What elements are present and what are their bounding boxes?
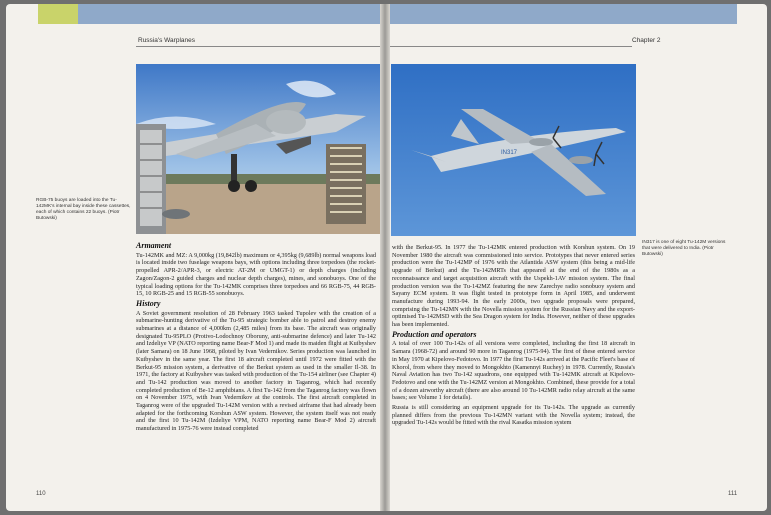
left-page xyxy=(6,4,380,511)
tu142-ground-image xyxy=(136,64,380,234)
aircraft-marking-text: IN317 xyxy=(501,150,518,156)
continued-paragraph: with the Berkut-95. In 1977 the Tu-142MK entered production with Korshun system. On 19 November 1980 the aircraft was commissioned into service. Prototypes that never entered series production were the Tu-142MP of 1976 with the Atlantida ASW system (this being a mid-life upgrade of Berkut) and the Tu-142MRTs that appeared at the end of the 1980s as a reconnaissance and target acquisition aircraft with the Uspekh-1AV mission system. The final production version was the Tu-142MZ featuring the new Zarechye radio sonobuoy system and Sayany ECM system. It was flight tested in prototype form in April 1985, and underwent manufacture during 1993-94. In the early 2000s, two upgrade proposals were prepared, comprising the Tu-142MN with the Novella mission system for the Russian Navy and the export-optimised Tu-142MSD with the Sea Dragon system for India. However, neither of these upgrades has been implemented. xyxy=(392,244,635,329)
history-paragraph: A Soviet government resolution of 28 February 1963 tasked Tupolev with the creation of a submarine-hunting derivative of the Tu-95 strategic bomber able to patrol and destroy enemy submarines at a distance of 4,000km (2,485 miles) from its base. The aircraft was originally designated Tu-95PLO (Protivo-Lodochnoy Oboruny, anti-submarine defence) and later Tu-142 and Izdeliye VP (NATO reporting name Bear-F Mod 1) and made its maiden flight at Kuibyshev (later Samara) on 18 June 1968, piloted by Ivan Vedernikov. Series production was launched in Kuibyshev in the same year. The first 18 aircraft completed until 1972 were fitted with the Berkut-95 mission system, a derivative of the Berkut system as used in the smaller Il-38. In 1971, the factory at Kuibyshev was tasked with production of the Tu-154 airliner (see Chapter 4) and Tu-142 production was moved to another factory in Taganrog, which had recently completed production of Be-12 amphibians. A first Tu-142 from the Taganrog factory was flown on 4 November 1975, with Ivan Vedernikov at the controls. The first aircraft completed in Taganrog were of the upgraded Tu-142M version with a revised airframe that had already been adapted for the forthcoming Korshun ASW system. However, the system itself was not ready and the first 10 Tu-142M (Izdeliye VPM, NATO reporting name Bear-F Mod 2) aircraft manufactured in 1975-76 were instead completed xyxy=(136,309,376,433)
production-heading: Production and operators xyxy=(392,329,477,339)
right-page xyxy=(390,4,767,511)
flying-aircraft-photo xyxy=(391,64,636,236)
tu142-flight-image xyxy=(391,64,636,236)
left-text-column xyxy=(136,240,376,435)
header-bar xyxy=(390,4,737,24)
history-heading: History xyxy=(136,298,161,308)
header-bar xyxy=(38,4,380,24)
book-gutter xyxy=(380,4,390,511)
armament-heading: Armament xyxy=(136,241,172,250)
running-header: Chapter 2 xyxy=(632,37,661,44)
right-text-column xyxy=(392,244,635,429)
production-paragraph: A total of over 100 Tu-142s of all versions were completed, including the first 18 aircraft in Samara (1968-72) and around 90 more in Taganrog (1975-94). The first of these entered service in May 1970 at Kipelovo-Fedotovo. In 1977 the first Tu-142s arrived at the Pacific Fleet's base of Khorol, from where they moved to Mongokhto (Kamennyi Ruchey) in 1978. Currently, Russia's Naval Aviation has two Tu-142 squadrons, one equipped with Tu-142MK aircraft at Kipelovo-Fedotovo and one with the Tu-142MZ version at Mongokhto. Combined, these provide for a total of a dozen airworthy aircraft (there are also around 10 Tu-142MR radio relay aircraft at the same bases; see Volume 1 for details). xyxy=(392,340,635,402)
header-rule xyxy=(136,46,380,47)
right-page-number: 111 xyxy=(728,491,738,497)
production-paragraph-2: Russia is still considering an equipment upgrade for its Tu-142s. The upgrade as currently planned differs from the previous Tu-142MN variant with the Novella system; instead, the upgraded Tu-142s would be fitted with the rival Kasatka mission system xyxy=(392,404,635,427)
left-page-number: 110 xyxy=(36,491,46,497)
armament-paragraph: Tu-142MK and MZ: A 9,000kg (19,842lb) maximum or 4,395kg (9,689lb) normal weapons load is located inside two fuselage weapons bays, with options including three torpedoes (the rocket-propelled APR-2/APR-3, or electric AT-2M or UMGT-1) or depth charges (including Zagon/Zagon-2 guided charges and nuclear depth charges), mines, and sonobuoys. One of the typical loading options for the Tu-142MK comprises three torpedoes and 66 RGB-75, 44 RGB-15, 10 RGB-25 and 15 RGB-55 sonobuoys. xyxy=(136,251,376,298)
left-photo-caption: RGB-75 buoys are loaded into the Tu-142MK's internal bay inside these cassettes, each of which contains 22 buoys. (Piotr Butowski) xyxy=(36,198,131,221)
running-header: Russia's Warplanes xyxy=(138,37,195,44)
right-photo-caption: IN317 is one of eight Tu-142M versions that were delivered to India. (Piotr Butowski) xyxy=(642,240,726,257)
header-rule xyxy=(390,46,632,47)
ground-aircraft-photo xyxy=(136,64,380,234)
